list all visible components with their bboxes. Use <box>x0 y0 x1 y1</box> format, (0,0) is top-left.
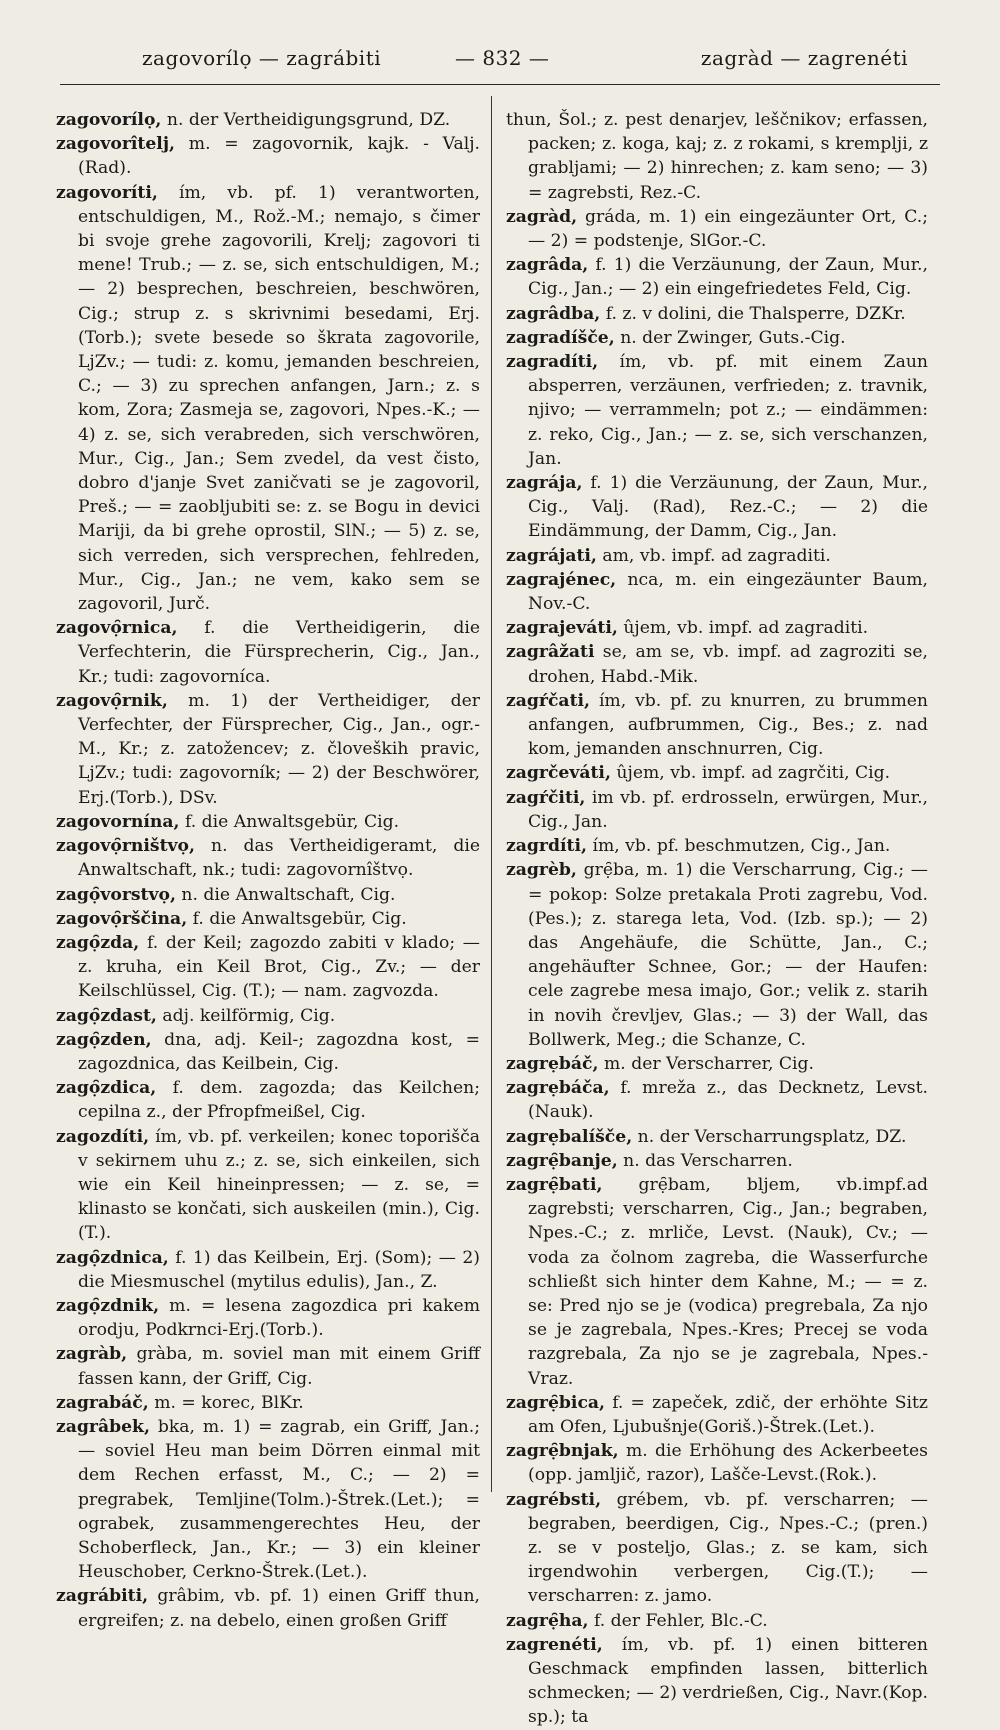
right-column <box>506 108 928 1730</box>
entry-headword: zagovoríti, <box>56 182 158 203</box>
dictionary-entry <box>56 1584 480 1632</box>
entry-definition: f. = zapeček, zdič, der erhöhte Sitz am Ofen, Ljubušnje(Goriš.)-Štrek.(Let.). <box>528 1392 928 1437</box>
dictionary-entry <box>506 253 928 301</box>
dictionary-entry <box>56 907 480 931</box>
dictionary-entry <box>506 1633 928 1730</box>
entry-definition: m. = korec, BlKr. <box>154 1392 304 1413</box>
entry-headword: zagrajénec, <box>506 569 617 590</box>
entry-definition: ím, vb. pf. mit einem Zaun absperren, verzäunen, verfrieden; z. travnik, njivo; — verrammeln; pot z.; — eindämmen: z. reko, Cig., Jan.; — z. se, sich verschanzen, Jan. <box>528 352 929 469</box>
dictionary-entry <box>506 1076 928 1124</box>
entry-definition: im vb. pf. erdrosseln, erwürgen, Mur., Cig., Jan. <box>528 787 929 832</box>
entry-headword: zagrâbek, <box>56 1416 150 1437</box>
entry-definition: f. die Vertheidigerin, die Verfechterin, die Fürsprecherin, Cig., Jan., Kr.; tudi: zagovorníca. <box>78 618 480 687</box>
entry-definition: thun, Šol.; z. pest denarjev, leščnikov; erfassen, packen; z. koga, kaj; z. z rokami, s kremplji, z grabljami; — 2) hinrechen; z. kam seno; — 3) = zagrebsti, Rez.-C. <box>506 110 928 203</box>
entry-definition: bka, m. 1) = zagrab, ein Griff, Jan.; — soviel Heu man beim Dörren einmal mit dem Rechen erfasst, M., C.; — 2) = pregrabek, Temljine(Tolm.)-Štrek.(Let.); = ograbek, zusammengerechtes Heu, der Schoberfleck, Jan., Kr.; — 3) ein kleiner Heuschober, Cerkno-Štrek.(Let.). <box>78 1416 480 1583</box>
dictionary-entry <box>56 132 480 180</box>
dictionary-entry <box>56 616 480 689</box>
entry-definition: m. der Verscharrer, Cig. <box>603 1053 815 1074</box>
dictionary-entry <box>56 1246 480 1294</box>
dictionary-entry <box>56 1125 480 1246</box>
header-right-guideword: zagràd — zagrenéti <box>700 46 908 70</box>
dictionary-entry <box>56 1004 480 1028</box>
dictionary-entry <box>506 786 928 834</box>
entry-headword: zagovọ̑rščina, <box>56 908 188 929</box>
entry-definition: f. mreža z., das Decknetz, Levst. (Nauk). <box>528 1078 928 1123</box>
entry-definition: am, vb. impf. ad zagraditi. <box>602 545 831 566</box>
dictionary-entry <box>56 931 480 1004</box>
dictionary-entry <box>506 858 928 1052</box>
entry-definition: gràba, m. soviel man mit einem Griff fassen kann, der Griff, Cig. <box>78 1344 480 1389</box>
dictionary-entry <box>506 350 928 471</box>
entry-headword: zagọ̑zdast, <box>56 1005 157 1026</box>
entry-headword: zagràb, <box>56 1344 128 1365</box>
entry-definition: n. der Verscharrungsplatz, DZ. <box>637 1126 907 1147</box>
dictionary-entry <box>506 568 928 616</box>
entry-headword: zagovọ̑rnica, <box>56 618 178 639</box>
entry-headword: zagrẹ̑banje, <box>506 1150 618 1171</box>
entry-headword: zagrẹbáča, <box>506 1078 610 1099</box>
entry-definition: ím, vb. pf. 1) einen bitteren Geschmack empfinden lassen, bitterlich schmecken; — 2) verdrießen, Cig., Navr.(Kop. sp.); ta <box>528 1634 928 1728</box>
dictionary-entry <box>506 326 928 350</box>
dictionary-entry <box>56 883 480 907</box>
entry-definition: f. 1) die Verzäunung, der Zaun, Mur., Cig., Jan.; — 2) ein eingefriedetes Feld, Cig. <box>528 255 928 300</box>
running-head <box>60 46 940 76</box>
entry-definition: se, am se, vb. impf. ad zagroziti se, drohen, Habd.-Mik. <box>528 642 928 687</box>
entry-definition: ûjem, vb. impf. ad zagraditi. <box>623 618 869 639</box>
dictionary-entry <box>506 689 928 762</box>
entry-definition: m. 1) der Vertheidiger, der Verfechter, der Fürsprecher, Cig., Jan., ogr.-M., Kr.; z. zatožencev; z. človeških pravic, LjZv.; tudi: zagovorník; — 2) der Beschwörer, Erj.(Torb.), DSv. <box>78 690 480 808</box>
entry-headword: zagrẹ̑bati, <box>506 1174 603 1195</box>
entry-definition: f. der Keil; zagozdo zabiti v klado; — z. kruha, ein Keil Brot, Cig., Zv.; — der Keilschlüssel, Cig. (T.); — nam. zagvozda. <box>78 932 480 1002</box>
entry-definition: f. der Fehler, Blc.-C. <box>594 1610 768 1631</box>
dictionary-entry <box>56 108 480 132</box>
dictionary-entry <box>506 1609 928 1633</box>
dictionary-entry <box>56 1294 480 1342</box>
entry-definition: n. das Verscharren. <box>623 1150 793 1171</box>
entry-headword: zagovorîtelj, <box>56 134 176 155</box>
dictionary-entry <box>506 761 928 785</box>
entry-definition: grâbim, vb. pf. 1) einen Griff thun, ergreifen; z. na debelo, einen großen Griff <box>78 1586 481 1631</box>
entry-headword: zagrâdba, <box>506 303 601 324</box>
entry-headword: zagrábiti, <box>56 1586 149 1607</box>
entry-definition: grébem, vb. pf. verscharren; — begraben, beerdigen, Cig., Npes.-C.; (pren.) z. se v posteljo, Glas.; z. se kam, sich irgendwohin verbergen, Cig.(T.); — verscharren: z. jamo. <box>528 1489 928 1607</box>
entry-headword: zagrẹ̑bnjak, <box>506 1441 619 1462</box>
entry-definition: f. 1) die Verzäunung, der Zaun, Mur., Cig., Valj. (Rad), Rez.-C.; — 2) die Eindämmung, der Damm, Cig., Jan. <box>528 473 928 542</box>
header-rule <box>60 84 940 85</box>
dictionary-entry <box>506 640 928 688</box>
column-divider <box>491 96 492 1492</box>
entry-headword: zagrenéti, <box>506 1634 603 1655</box>
dictionary-entry <box>506 544 928 568</box>
entry-headword: zagovornína, <box>56 811 180 832</box>
entry-definition: gráda, m. 1) ein eingezäunter Ort, C.; — 2) = podstenje, SlGor.-C. <box>528 206 928 252</box>
entry-headword: zagrẹ̑bica, <box>506 1392 606 1413</box>
entry-definition: f. dem. zagozda; das Keilchen; cepilna z., der Pfropfmeißel, Cig. <box>78 1078 480 1123</box>
dictionary-entry <box>506 1052 928 1076</box>
entry-headword: zagọ̑zda, <box>56 932 140 953</box>
entry-headword: zagrẹbáč, <box>506 1053 599 1074</box>
entry-definition: grẹ̑ba, m. 1) die Verscharrung, Cig.; — = pokop: Solze pretakala Proti zagrebu, Vod.(Pes.); z. starega leta, Vod. (Izb. sp.); — 2) das Angehäufe, die Schütte, Jan., C.; angehäufter Schnee, Gor.; — der Haufen: cele zagrebe mesa imajo, Gor.; velik z. starih in novih črevljev, Glas.; — 3) der Wall, das Bollwerk, Meg.; die Schanze, C. <box>528 860 928 1050</box>
entry-definition: n. der Vertheidigungsgrund, DZ. <box>166 110 451 130</box>
dictionary-entry <box>56 689 480 810</box>
entry-headword: zagradíti, <box>506 352 599 373</box>
entry-definition: m. die Erhöhung des Ackerbeetes (opp. jamljič, razor), Lašče-Levst.(Rok.). <box>528 1441 928 1486</box>
entry-definition: f. 1) das Keilbein, Erj. (Som); — 2) die Miesmuschel (mytilus edulis), Jan., Z. <box>78 1247 481 1292</box>
entry-headword: zagrébsti, <box>506 1489 602 1510</box>
entry-headword: zagràd, <box>506 206 578 227</box>
dictionary-entry <box>56 810 480 834</box>
entry-headword: zagradíšče, <box>506 327 615 348</box>
entry-definition: m. = zagovornik, kajk. - Valj. (Rad). <box>78 134 480 179</box>
entry-definition: n. der Zwinger, Guts.-Cig. <box>620 327 846 348</box>
entry-headword: zagovọ̑rnik, <box>56 690 168 711</box>
dictionary-entry <box>506 471 928 544</box>
entry-definition: adj. keilförmig, Cig. <box>162 1005 336 1026</box>
entry-headword: zagọ̑vorstvọ, <box>56 884 176 905</box>
dictionary-entry <box>56 1028 480 1076</box>
dictionary-entry <box>56 1342 480 1390</box>
entry-headword: zagrajeváti, <box>506 618 618 639</box>
dictionary-entry <box>506 108 928 205</box>
entry-headword: zagọ̑zdnica, <box>56 1247 169 1268</box>
entry-headword: zagrabáč, <box>56 1392 149 1413</box>
entry-headword: zagrẹbalíšče, <box>506 1126 633 1147</box>
entry-headword: zagrẹ̑ha, <box>506 1610 589 1631</box>
entry-headword: zagŕčiti, <box>506 787 586 808</box>
entry-definition: n. die Anwaltschaft, Cig. <box>181 884 396 905</box>
entry-headword: zagrdíti, <box>506 836 587 857</box>
page-number: — 832 — <box>455 46 550 70</box>
dictionary-entry <box>56 1391 480 1415</box>
entry-definition: f. die Anwaltsgebür, Cig. <box>185 811 400 832</box>
entry-headword: zagŕčati, <box>506 690 591 711</box>
dictionary-entry <box>56 1076 480 1124</box>
entry-definition: n. das Vertheidigeramt, die Anwaltschaft, nk.; tudi: zagovornîštvọ. <box>78 836 480 881</box>
entry-definition: grẹ̑bam, bljem, vb.impf.ad zagrebsti; verscharren, Cig., Jan.; begraben, Npes.-C.; z. mrliče, Levst. (Nauk), Cv.; — voda za čolnom zagreba, die Wasserfurche schließt sich hinter dem Kahne, M.; — = z. se: Pred njo se je (vodica) pregrebala, Za njo se je zagrebala, Npes.-Kres; Precej se voda razgrebala, Za njo se je zagrebala, Npes.-Vraz. <box>528 1174 928 1389</box>
entry-headword: zagrèb, <box>506 860 577 881</box>
entry-definition: nca, m. ein eingezäunter Baum, Nov.-C. <box>528 569 928 615</box>
entry-definition: m. = lesena zagozdica pri kakem orodju, Podkrnci-Erj.(Torb.). <box>78 1295 480 1341</box>
entry-headword: zagọ̑zdnik, <box>56 1295 160 1316</box>
dictionary-entry <box>56 834 480 882</box>
dictionary-entry <box>506 302 928 326</box>
entry-headword: zagovorílọ, <box>56 110 162 130</box>
entry-definition: ím, vb. pf. verkeilen; konec toporišča v sekirnem uhu z.; z. se, sich einkeilen, sich wie ein Keil hineinpressen; — z. se, = klinasto se končati, sich auskeilen (min.), Cig. (T.). <box>78 1126 480 1244</box>
dictionary-entry <box>506 616 928 640</box>
dictionary-entry <box>506 1173 928 1391</box>
entry-headword: zagrâda, <box>506 255 589 276</box>
entry-definition: f. die Anwaltsgebür, Cig. <box>192 908 407 929</box>
entry-definition: ûjem, vb. impf. ad zagrčiti, Cig. <box>616 763 891 784</box>
entry-headword: zagrájati, <box>506 545 597 566</box>
entry-headword: zagozdíti, <box>56 1126 150 1147</box>
entry-definition: ím, vb. pf. zu knurren, zu brummen anfangen, aufbrummen, Cig., Bes.; z. nad kom, jemanden anschnurren, Cig. <box>528 690 929 760</box>
dictionary-entry <box>506 205 928 253</box>
entry-headword: zagovọ̑rništvọ, <box>56 836 195 857</box>
dictionary-entry <box>506 1125 928 1149</box>
dictionary-entry <box>506 1149 928 1173</box>
header-left-guideword: zagovorílọ — zagrábiti <box>142 46 382 70</box>
dictionary-entry <box>506 1439 928 1487</box>
dictionary-entry <box>56 1415 480 1584</box>
dictionary-entry <box>506 834 928 858</box>
entry-definition: f. z. v dolini, die Thalsperre, DZKr. <box>605 303 906 324</box>
entry-headword: zagrâžati <box>506 642 595 663</box>
dictionary-entry <box>506 1391 928 1439</box>
entry-definition: dna, adj. Keil-; zagozdna kost, = zagozdnica, das Keilbein, Cig. <box>78 1029 480 1074</box>
dictionary-entry <box>56 181 480 617</box>
entry-headword: zagrája, <box>506 473 583 494</box>
entry-definition: ím, vb. pf. beschmutzen, Cig., Jan. <box>592 836 891 857</box>
entry-headword: zagọ̑zden, <box>56 1029 152 1050</box>
entry-definition: ím, vb. pf. 1) verantworten, entschuldigen, M., Rož.-M.; nemajo, s čimer bi svoje grehe zagovorili, Krelj; zagovori ti mene! Trub.; — z. se, sich entschuldigen, M.; — 2) besprechen, beschreien, beschwören, Cig.; strup z. s skrivnimi besedami, Erj. (Torb.); svete besede so škrata zagovorile, LjZv.; — tudi: z. komu, jemanden beschreien, C.; — 3) zu sprechen anfangen, Jarn.; z. s kom, Zora; Zasmeja se, zagovori, Npes.-K.; — 4) z. se, sich verabreden, sich verschwören, Mur., Cig., Jan.; Sem zvedel, da vest čisto, dobro d'janje Svet zaničvati se je zagovoril, Preš.; — = zaobljubiti se: z. se Bogu in devici Mariji, da bi grehe oprostil, SlN.; — 5) z. se, sich verreden, sich versprechen, fehlreden, Mur., Cig., Jan.; ne vem, kako sem se zagovoril, Jurč. <box>78 182 480 615</box>
left-column <box>56 108 480 1633</box>
dictionary-entry <box>506 1488 928 1609</box>
entry-headword: zagrčeváti, <box>506 763 611 784</box>
entry-headword: zagọ̑zdica, <box>56 1078 157 1099</box>
